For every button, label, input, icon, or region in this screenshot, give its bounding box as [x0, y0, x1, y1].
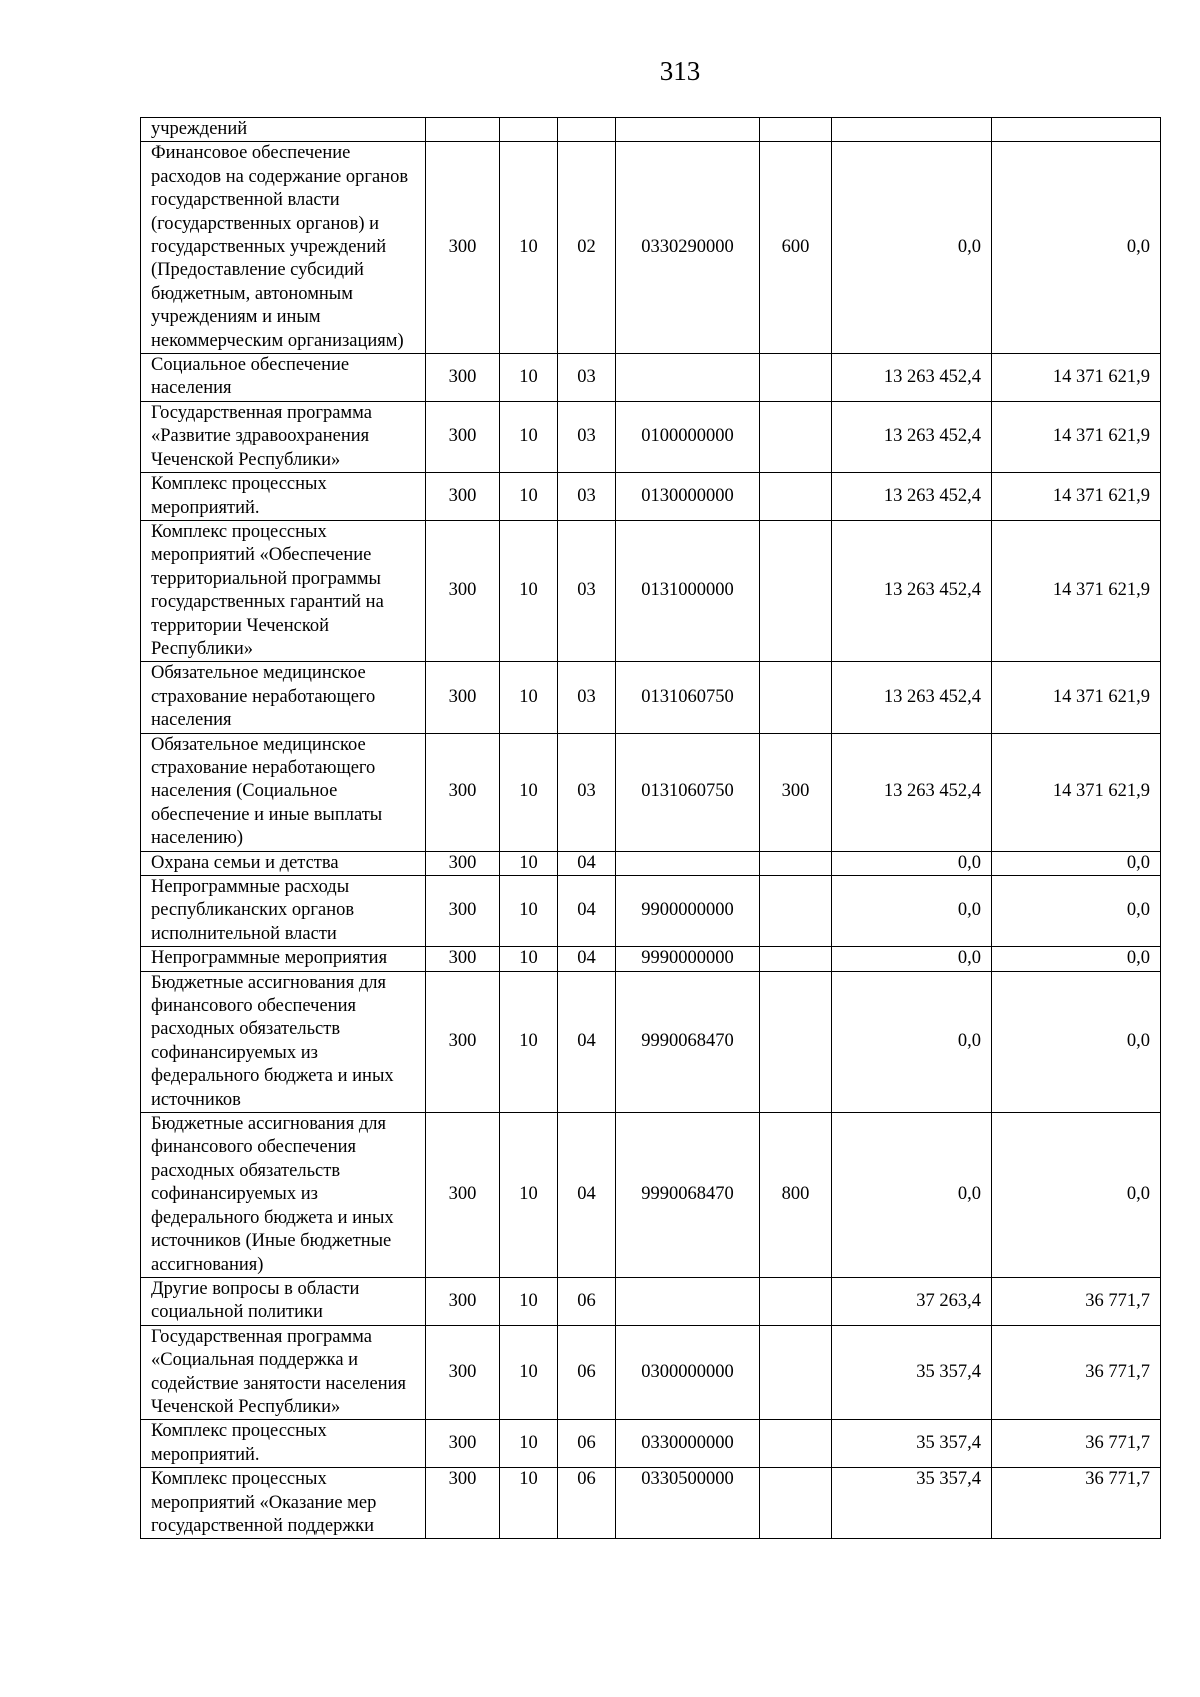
ministry-code-cell: 300 — [426, 354, 500, 402]
amount-year1-cell: 37 263,4 — [832, 1277, 992, 1325]
subsection-code-cell: 03 — [558, 354, 616, 402]
amount-year1-cell: 35 357,4 — [832, 1420, 992, 1468]
target-article-cell: 0330500000 — [616, 1468, 760, 1539]
row-name-cell: Бюджетные ассигнования для финансового обеспечения расходных обязательств софинансируемых из федерального бюджета и иных источников — [141, 971, 426, 1112]
subsection-code-cell: 04 — [558, 876, 616, 947]
ministry-code-cell: 300 — [426, 947, 500, 971]
row-name-cell: Финансовое обеспечение расходов на содержание органов государственной власти (государственных органов) и государственных учреждений (Предоставление субсидий бюджетным, автономным учреждениям и иным некоммерческим организациям) — [141, 142, 426, 354]
table-row — [141, 520, 1161, 661]
subsection-code-cell: 03 — [558, 733, 616, 851]
row-name-cell: Государственная программа «Развитие здравоохранения Чеченской Республики» — [141, 401, 426, 472]
target-article-cell — [616, 354, 760, 402]
amount-year1-cell: 13 263 452,4 — [832, 473, 992, 521]
amount-year2-cell: 14 371 621,9 — [992, 520, 1161, 661]
target-article-cell: 0330000000 — [616, 1420, 760, 1468]
subsection-code-cell: 03 — [558, 662, 616, 733]
section-code-cell: 10 — [500, 971, 558, 1112]
section-code-cell: 10 — [500, 1277, 558, 1325]
table-row — [141, 851, 1161, 875]
row-name-cell: Комплекс процессных мероприятий. — [141, 1420, 426, 1468]
target-article-cell: 9990068470 — [616, 1113, 760, 1278]
row-name-cell: Комплекс процессных мероприятий «Обеспечение территориальной программы государственных гарантий на территории Чеченской Республики» — [141, 520, 426, 661]
table-row — [141, 662, 1161, 733]
ministry-code-cell: 300 — [426, 971, 500, 1112]
amount-year1-cell: 0,0 — [832, 1113, 992, 1278]
target-article-cell: 0330290000 — [616, 142, 760, 354]
ministry-code-cell: 300 — [426, 1468, 500, 1539]
table-row — [141, 1420, 1161, 1468]
amount-year2-cell: 36 771,7 — [992, 1325, 1161, 1420]
row-name-cell: Государственная программа «Социальная поддержка и содействие занятости населения Чеченской Республики» — [141, 1325, 426, 1420]
expense-type-cell — [760, 354, 832, 402]
table-row — [141, 118, 1161, 142]
amount-year1-cell: 13 263 452,4 — [832, 401, 992, 472]
table-row — [141, 1277, 1161, 1325]
expense-type-cell — [760, 1325, 832, 1420]
section-code-cell: 10 — [500, 1325, 558, 1420]
expense-type-cell — [760, 473, 832, 521]
subsection-code-cell: 06 — [558, 1468, 616, 1539]
amount-year2-cell: 14 371 621,9 — [992, 354, 1161, 402]
amount-year1-cell: 35 357,4 — [832, 1325, 992, 1420]
ministry-code-cell: 300 — [426, 142, 500, 354]
amount-year1-cell: 13 263 452,4 — [832, 733, 992, 851]
ministry-code-cell: 300 — [426, 1113, 500, 1278]
expense-type-cell — [760, 1468, 832, 1539]
amount-year2-cell: 0,0 — [992, 142, 1161, 354]
amount-year2-cell: 0,0 — [992, 947, 1161, 971]
ministry-code-cell — [426, 118, 500, 142]
section-code-cell: 10 — [500, 354, 558, 402]
section-code-cell: 10 — [500, 733, 558, 851]
amount-year2-cell: 14 371 621,9 — [992, 401, 1161, 472]
expense-type-cell — [760, 947, 832, 971]
table-row — [141, 971, 1161, 1112]
target-article-cell: 0131000000 — [616, 520, 760, 661]
expense-type-cell — [760, 118, 832, 142]
ministry-code-cell: 300 — [426, 876, 500, 947]
target-article-cell: 0300000000 — [616, 1325, 760, 1420]
expense-type-cell — [760, 662, 832, 733]
ministry-code-cell: 300 — [426, 662, 500, 733]
page-number: 313 — [659, 56, 701, 86]
ministry-code-cell: 300 — [426, 851, 500, 875]
amount-year2-cell: 0,0 — [992, 971, 1161, 1112]
section-code-cell: 10 — [500, 142, 558, 354]
amount-year2-cell: 0,0 — [992, 876, 1161, 947]
subsection-code-cell: 03 — [558, 401, 616, 472]
row-name-cell: Непрограммные расходы республиканских органов исполнительной власти — [141, 876, 426, 947]
expense-type-cell — [760, 1420, 832, 1468]
amount-year1-cell: 13 263 452,4 — [832, 662, 992, 733]
amount-year2-cell: 36 771,7 — [992, 1277, 1161, 1325]
row-name-cell: Бюджетные ассигнования для финансового обеспечения расходных обязательств софинансируемых из федерального бюджета и иных источников (Иные бюджетные ассигнования) — [141, 1113, 426, 1278]
row-name-cell: Непрограммные мероприятия — [141, 947, 426, 971]
target-article-cell: 0131060750 — [616, 733, 760, 851]
table-row — [141, 473, 1161, 521]
row-name-cell: Другие вопросы в области социальной политики — [141, 1277, 426, 1325]
target-article-cell — [616, 118, 760, 142]
ministry-code-cell: 300 — [426, 733, 500, 851]
row-name-cell: Обязательное медицинское страхование неработающего населения (Социальное обеспечение и иные выплаты населению) — [141, 733, 426, 851]
table-row — [141, 733, 1161, 851]
amount-year1-cell: 13 263 452,4 — [832, 354, 992, 402]
section-code-cell: 10 — [500, 662, 558, 733]
table-row — [141, 876, 1161, 947]
subsection-code-cell — [558, 118, 616, 142]
row-name-cell: Комплекс процессных мероприятий. — [141, 473, 426, 521]
section-code-cell: 10 — [500, 520, 558, 661]
table-row — [141, 142, 1161, 354]
ministry-code-cell: 300 — [426, 520, 500, 661]
section-code-cell: 10 — [500, 876, 558, 947]
expense-type-cell — [760, 851, 832, 875]
expense-type-cell — [760, 520, 832, 661]
subsection-code-cell: 04 — [558, 851, 616, 875]
expense-type-cell — [760, 971, 832, 1112]
table-row — [141, 1113, 1161, 1278]
amount-year1-cell: 0,0 — [832, 971, 992, 1112]
amount-year2-cell: 36 771,7 — [992, 1468, 1161, 1539]
ministry-code-cell: 300 — [426, 401, 500, 472]
section-code-cell: 10 — [500, 473, 558, 521]
table-row — [141, 401, 1161, 472]
amount-year1-cell: 0,0 — [832, 947, 992, 971]
target-article-cell: 0100000000 — [616, 401, 760, 472]
amount-year1-cell: 13 263 452,4 — [832, 520, 992, 661]
target-article-cell: 0130000000 — [616, 473, 760, 521]
amount-year1-cell: 35 357,4 — [832, 1468, 992, 1539]
expense-type-cell: 300 — [760, 733, 832, 851]
section-code-cell: 10 — [500, 947, 558, 971]
section-code-cell: 10 — [500, 1113, 558, 1278]
row-name-cell: учреждений — [141, 118, 426, 142]
amount-year2-cell: 14 371 621,9 — [992, 662, 1161, 733]
subsection-code-cell: 04 — [558, 971, 616, 1112]
subsection-code-cell: 03 — [558, 520, 616, 661]
amount-year2-cell: 14 371 621,9 — [992, 733, 1161, 851]
subsection-code-cell: 04 — [558, 947, 616, 971]
table-row — [141, 1325, 1161, 1420]
amount-year1-cell: 0,0 — [832, 142, 992, 354]
amount-year2-cell: 36 771,7 — [992, 1420, 1161, 1468]
section-code-cell — [500, 118, 558, 142]
table-body — [141, 118, 1161, 1539]
expense-type-cell — [760, 401, 832, 472]
expense-type-cell: 600 — [760, 142, 832, 354]
section-code-cell: 10 — [500, 401, 558, 472]
ministry-code-cell: 300 — [426, 1420, 500, 1468]
ministry-code-cell: 300 — [426, 473, 500, 521]
table-row — [141, 354, 1161, 402]
row-name-cell: Социальное обеспечение населения — [141, 354, 426, 402]
target-article-cell: 9900000000 — [616, 876, 760, 947]
subsection-code-cell: 06 — [558, 1277, 616, 1325]
budget-table — [140, 117, 1161, 1539]
expense-type-cell — [760, 876, 832, 947]
amount-year2-cell: 0,0 — [992, 1113, 1161, 1278]
ministry-code-cell: 300 — [426, 1277, 500, 1325]
target-article-cell: 9990000000 — [616, 947, 760, 971]
subsection-code-cell: 03 — [558, 473, 616, 521]
amount-year1-cell: 0,0 — [832, 851, 992, 875]
target-article-cell — [616, 851, 760, 875]
section-code-cell: 10 — [500, 1420, 558, 1468]
subsection-code-cell: 04 — [558, 1113, 616, 1278]
amount-year1-cell: 0,0 — [832, 876, 992, 947]
target-article-cell: 9990068470 — [616, 971, 760, 1112]
row-name-cell: Охрана семьи и детства — [141, 851, 426, 875]
expense-type-cell: 800 — [760, 1113, 832, 1278]
amount-year2-cell: 14 371 621,9 — [992, 473, 1161, 521]
ministry-code-cell: 300 — [426, 1325, 500, 1420]
row-name-cell: Обязательное медицинское страхование неработающего населения — [141, 662, 426, 733]
amount-year2-cell: 0,0 — [992, 851, 1161, 875]
row-name-cell: Комплекс процессных мероприятий «Оказание мер государственной поддержки — [141, 1468, 426, 1539]
expense-type-cell — [760, 1277, 832, 1325]
section-code-cell: 10 — [500, 851, 558, 875]
amount-year2-cell — [992, 118, 1161, 142]
subsection-code-cell: 02 — [558, 142, 616, 354]
section-code-cell: 10 — [500, 1468, 558, 1539]
table-row — [141, 947, 1161, 971]
target-article-cell: 0131060750 — [616, 662, 760, 733]
table-row — [141, 1468, 1161, 1539]
subsection-code-cell: 06 — [558, 1325, 616, 1420]
subsection-code-cell: 06 — [558, 1420, 616, 1468]
amount-year1-cell — [832, 118, 992, 142]
target-article-cell — [616, 1277, 760, 1325]
